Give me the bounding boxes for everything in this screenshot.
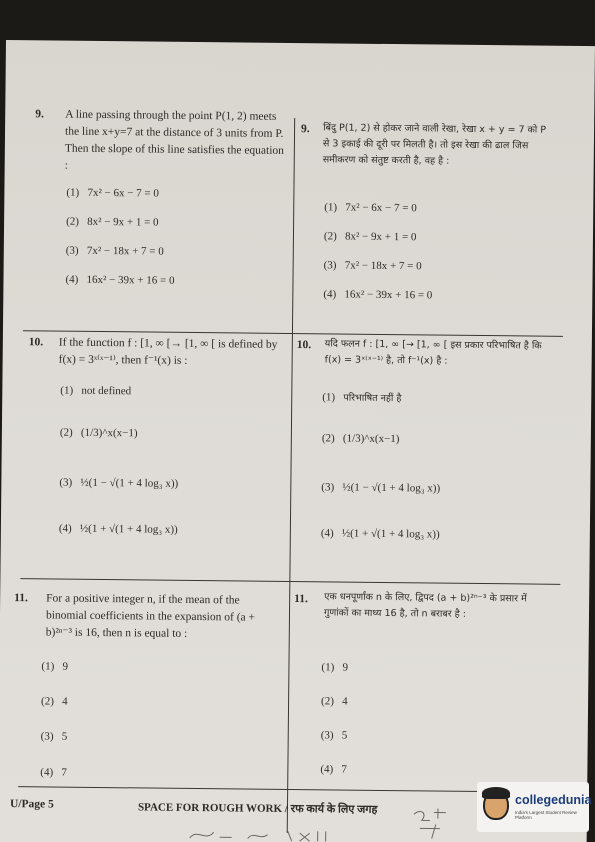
question-number: 9. bbox=[35, 108, 44, 121]
column-divider bbox=[287, 118, 295, 833]
option: (3) 5 bbox=[320, 729, 348, 742]
option: (4) 16x² − 39x + 16 = 0 bbox=[323, 288, 433, 302]
question-number: 10. bbox=[296, 339, 312, 352]
option: (1) परिभाषित नहीं है bbox=[322, 391, 402, 405]
option: (2) 8x² − 9x + 1 = 0 bbox=[66, 215, 159, 229]
option: (1) 7x² − 6x − 7 = 0 bbox=[66, 186, 159, 200]
option: (2) 4 bbox=[321, 695, 348, 708]
option: (3) ½(1 − √(1 + 4 log₃ x)) bbox=[59, 476, 179, 490]
option: (2) (1/3)^x(x−1) bbox=[59, 426, 138, 440]
option: (1) not defined bbox=[60, 384, 132, 398]
option: (1) 9 bbox=[321, 661, 349, 674]
handwritten-scribble bbox=[410, 806, 450, 842]
question-text-en: If the function f : [1, ∞ [→ [1, ∞ [ is defined by f(x) = 3ˣ⁽ˣ⁻¹⁾, then f⁻¹(x) is : bbox=[58, 336, 278, 367]
option: (2) 8x² − 9x + 1 = 0 bbox=[323, 230, 417, 244]
exam-page bbox=[0, 40, 595, 842]
logo-name: collegedunia bbox=[515, 793, 592, 807]
option: (4) 16x² − 39x + 16 = 0 bbox=[65, 273, 175, 287]
option: (2) 4 bbox=[41, 695, 68, 708]
option: (1) 7x² − 6x − 7 = 0 bbox=[324, 201, 417, 215]
option: (1) 9 bbox=[41, 660, 69, 673]
option: (3) 7x² − 18x + 7 = 0 bbox=[323, 259, 422, 273]
question-text-en: For a positive integer n, if the mean of the binomial coefficients in the expansion of (a + b)²ⁿ⁻³ is 16, then n is equal to : bbox=[45, 592, 256, 640]
option: (4) 7 bbox=[40, 766, 67, 779]
option: (2) (1/3)^x(x−1) bbox=[321, 432, 400, 446]
question-text-hi: बिंदु P(1, 2) से होकर जाने वाली रेखा, रेखा x + y = 7 को P से 3 इकाई की दूरी पर मिलती है। तो इस रेखा की ढाल जिस समीकरण को संतुष्ट करती है, वह है : bbox=[322, 122, 547, 167]
option: (4) 7 bbox=[320, 763, 348, 776]
question-number: 11. bbox=[294, 593, 308, 606]
question-number: 11. bbox=[14, 592, 28, 605]
collegedunia-logo bbox=[477, 782, 592, 832]
avatar-icon bbox=[483, 790, 509, 820]
handwritten-scribble bbox=[188, 828, 338, 842]
option: (4) ½(1 + √(1 + 4 log₃ x)) bbox=[320, 527, 440, 541]
rough-work-label: SPACE FOR ROUGH WORK / रफ कार्य के लिए जगह bbox=[137, 801, 378, 816]
option: (3) ½(1 − √(1 + 4 log₃ x)) bbox=[321, 481, 441, 495]
question-text-en: A line passing through the point P(1, 2) meets the line x+y=7 at the distance of 3 units from P. Then the slope of this line satisfies the equation : bbox=[64, 108, 285, 172]
question-text-hi: यदि फलन f : [1, ∞ [→ [1, ∞ [ इस प्रकार परिभाषित है कि f(x) = 3ˣ⁽ˣ⁻¹⁾ है, तो f⁻¹(x) है : bbox=[324, 338, 542, 367]
question-text-hi: एक धनपूर्णांक n के लिए, द्विपद (a + b)²ⁿ⁻³ के प्रसार में गुणांकों का माध्य 16 है, तो n बराबर है : bbox=[323, 591, 527, 620]
question-number: 9. bbox=[301, 123, 310, 136]
page-number: U/Page 5 bbox=[9, 798, 54, 811]
option: (4) ½(1 + √(1 + 4 log₃ x)) bbox=[58, 522, 178, 536]
option: (3) 5 bbox=[40, 730, 68, 743]
question-number: 10. bbox=[28, 336, 44, 349]
logo-tagline: India's Largest Student Review Platform bbox=[515, 810, 577, 820]
option: (3) 7x² − 18x + 7 = 0 bbox=[65, 244, 164, 258]
